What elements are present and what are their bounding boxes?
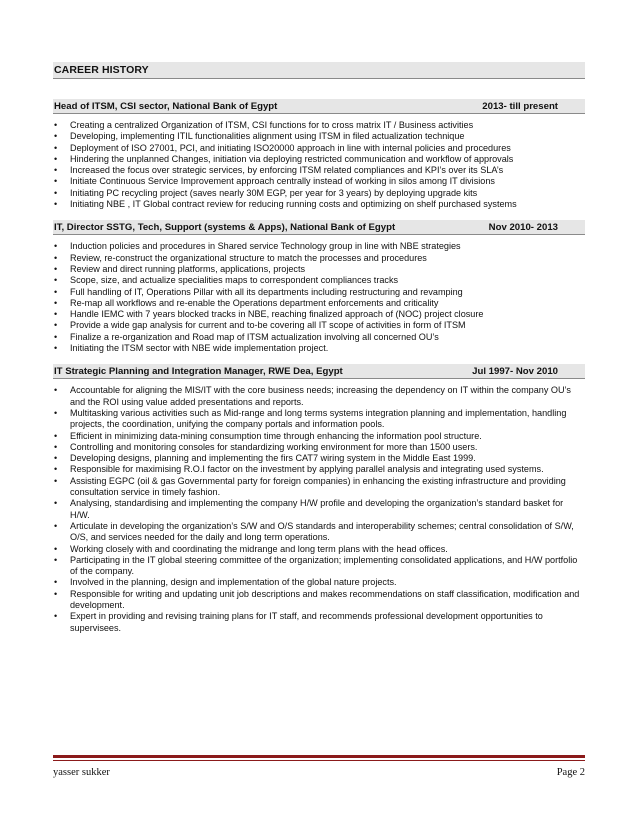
list-item: • Developing designs, planning and implementing the firs CAT7 wiring system in the Middle East 1999.: [53, 453, 585, 464]
list-item: • Re-map all workflows and re-enable the Operations department enforcements and criticality: [53, 298, 585, 309]
footer-author: yasser sukker: [53, 767, 110, 778]
list-item: • Analysing, standardising and implementing the company H/W profile and developing the organization’s standard basket for H/W.: [53, 498, 585, 521]
list-item: • Induction policies and procedures in Shared service Technology group in line with NBE strategies: [53, 241, 585, 252]
list-item: • Developing, implementing ITIL functionalities alignment using ITSM in filed actualization technique: [53, 131, 585, 142]
page-number: Page 2: [556, 767, 585, 778]
list-item: • Provide a wide gap analysis for current and to-be covering all IT scope of activities in form of ITSM: [53, 320, 585, 331]
footer-divider: [53, 755, 585, 758]
list-item: • Controlling and monitoring consoles for standardizing working environment for more than 1500 users.: [53, 442, 585, 453]
section-title: CAREER HISTORY: [53, 62, 585, 79]
list-item: • Initiating the ITSM sector with NBE wide implementation project.: [53, 343, 585, 354]
list-item: • Efficient in minimizing data-mining consumption time through enhancing the information pool structure.: [53, 431, 585, 442]
job-bullets-3: [53, 385, 585, 634]
list-item: • Initiating PC recycling project (saves nearly 30M EGP, per year for 3 years) by deploying upgrade kits: [53, 188, 585, 199]
list-item: • Creating a centralized Organization of ITSM, CSI functions for to cross matrix IT / Business activities: [53, 120, 585, 131]
job-dates: Nov 2010- 2013: [488, 222, 558, 234]
list-item: • Initiating NBE , IT Global contract review for reducing running costs and optimizing on shelf purchased systems: [53, 199, 585, 210]
list-item: • Scope, size, and actualize specialities maps to correspondent compliances tracks: [53, 275, 585, 286]
footer-divider-thin: [53, 760, 585, 761]
job-title: IT Strategic Planning and Integration Manager, RWE Dea, Egypt: [54, 366, 343, 378]
list-item: • Accountable for aligning the MIS/IT with the core business needs; increasing the dependency on IT within the company OU’s and the ROI using value added presentations and reports.: [53, 385, 585, 408]
job-bullets-1: [53, 120, 585, 210]
job-header-3: [53, 364, 585, 379]
list-item: • Participating in the IT global steering committee of the organization; implementing consolidated applications, and H/W portfolio of the company.: [53, 555, 585, 578]
list-item: • Deployment of ISO 27001, PCI, and initiating ISO20000 approach in line with internal policies and procedures: [53, 143, 585, 154]
job-header-2: [53, 220, 585, 235]
list-item: • Articulate in developing the organization’s S/W and O/S standards and interoperability schemes; central consolidation of S/W, O/S, and services needed for the daily and long term operations.: [53, 521, 585, 544]
list-item: • Assisting EGPC (oil & gas Governmental party for foreign companies) in enhancing the existing infrastructure and providing consultation service in timely fashion.: [53, 476, 585, 499]
list-item: • Working closely with and coordinating the midrange and long term plans with the head offices.: [53, 544, 585, 555]
job-dates: 2013- till present: [482, 101, 558, 112]
list-item: • Handle IEMC with 7 years blocked tracks in NBE, reaching finalized approach of (NOC) project closure: [53, 309, 585, 320]
list-item: • Multitasking various activities such as Mid-range and long terms systems integration planning and implementation, handling projects, the coordination, unifying the company portals and information pools.: [53, 408, 585, 431]
list-item: • Hindering the unplanned Changes, initiation via deploying restricted communication and workflow of approvals: [53, 154, 585, 165]
list-item: • Initiate Continuous Service Improvement approach centrally instead of working in silos among IT divisions: [53, 176, 585, 187]
job-title: Head of ITSM, CSI sector, National Bank of Egypt: [54, 101, 278, 112]
list-item: • Finalize a re-organization and Road map of ITSM actualization involving all concerned OU’s: [53, 332, 585, 343]
list-item: • Involved in the planning, design and implementation of the global nature projects.: [53, 577, 585, 588]
list-item: • Responsible for maximising R.O.I factor on the investment by applying parallel analysis and integrating used systems.: [53, 464, 585, 475]
job-header-1: [53, 99, 585, 114]
job-dates: Jul 1997- Nov 2010: [472, 366, 558, 378]
list-item: • Increased the focus over strategic services, by enforcing ITSM related compliances and KPI’s over its SLA’s: [53, 165, 585, 176]
resume-page: [53, 62, 585, 634]
list-item: • Review and direct running platforms, applications, projects: [53, 264, 585, 275]
job-title: IT, Director SSTG, Tech, Support (systems & Apps), National Bank of Egypt: [54, 222, 396, 234]
list-item: • Expert in providing and revising training plans for IT staff, and recommends professional development opportunities to supervisees.: [53, 611, 585, 634]
page-footer: [53, 767, 585, 778]
list-item: • Responsible for writing and updating unit job descriptions and makes recommendations on staff classification, modification and development.: [53, 589, 585, 612]
list-item: • Full handling of IT, Operations Pillar with all its departments including restructuring and revamping: [53, 287, 585, 298]
job-bullets-2: [53, 241, 585, 354]
list-item: • Review, re-construct the organizational structure to match the processes and procedures: [53, 253, 585, 264]
